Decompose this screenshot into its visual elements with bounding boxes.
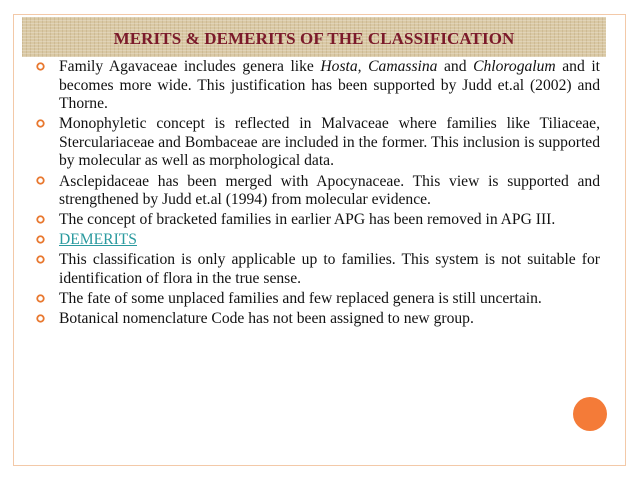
list-item [34,290,600,309]
list-item [34,251,600,288]
slide-title: MERITS & DEMERITS OF THE CLASSIFICATION [113,28,515,48]
list-item [34,173,600,210]
text-segment: Monophyletic concept is reflected in Malvaceae where families like Tiliaceae, Sterculariaceae and Bombaceae are included in the former. This inclusion is supported by molecular as well as morphological data. [59,115,600,170]
list-item-text [59,251,600,287]
demerits-link[interactable] [59,231,137,248]
demerits-heading [34,231,600,250]
list-item [34,211,600,230]
text-segment: Botanical nomenclature Code has not been assigned to new group. [59,310,474,328]
list-item [34,310,600,329]
text-segment: Family Agavaceae includes genera like [59,58,321,75]
text-segment: and it becomes more wide. This justification has been supported by Judd et.al (2002) and Thorne. [59,58,601,113]
text-segment: DEMERITS [59,231,137,249]
bullet-ring-icon [36,294,45,303]
text-segment: and [437,58,474,75]
bullet-ring-icon [36,62,45,71]
genus-name: Chlorogalum [473,58,556,75]
list-item-text [59,58,600,112]
list-item-text [59,115,600,169]
title-bar [22,17,606,57]
list-item-text [59,173,600,209]
list-item-text [59,211,555,228]
bullet-ring-icon [36,235,45,244]
orange-circle-decoration [573,397,607,431]
genus-name: Hosta, Camassina [320,58,438,75]
list-item [34,115,600,171]
text-segment: This classification is only applicable up to families. This system is not suitable for identification of flora in the true sense. [59,251,600,288]
text-segment: The fate of some unplaced families and few replaced genera is still uncertain. [59,290,542,308]
list-item-text [59,310,474,327]
bullet-ring-icon [36,215,45,224]
bullet-ring-icon [36,176,45,185]
bullet-ring-icon [36,255,45,264]
bullet-list [34,58,600,330]
text-segment: The concept of bracketed families in earlier APG has been removed in APG III. [59,211,556,229]
bullet-ring-icon [36,119,45,128]
text-segment: Asclepidaceae has been merged with Apocynaceae. This view is supported and strengthened by Judd et.al (1994) from molecular evidence. [59,172,600,209]
list-item [34,58,600,114]
bullet-ring-icon [36,314,45,323]
list-item-text [59,290,542,307]
